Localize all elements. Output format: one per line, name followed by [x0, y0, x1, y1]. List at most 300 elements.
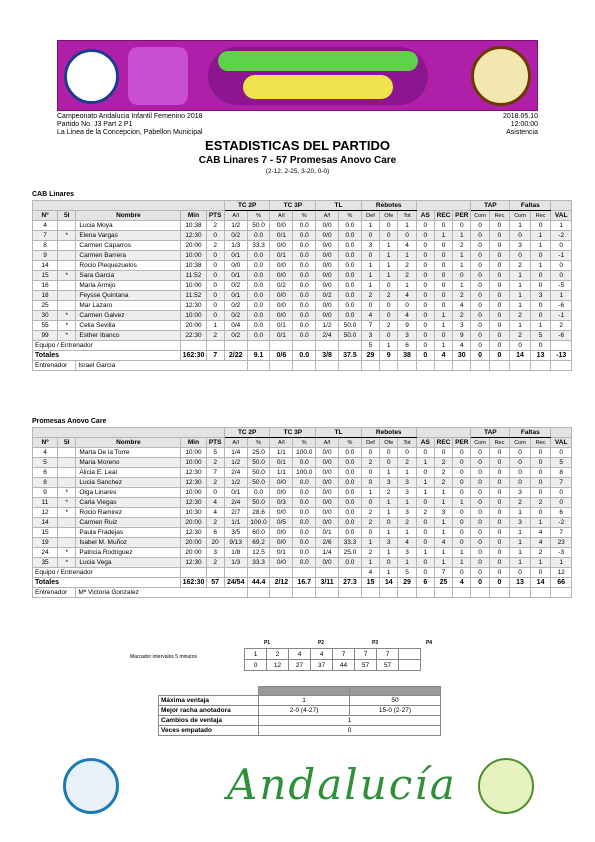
table-cell: 0/0 [224, 261, 247, 271]
table-cell: 0 [471, 331, 489, 341]
table-cell [316, 361, 339, 371]
coach-name: Mª Victoria Gonzalez [76, 588, 247, 598]
table-cell: 2 [380, 321, 398, 331]
table-cell [181, 341, 206, 351]
table-cell: 0 [510, 448, 531, 458]
table-cell: Lucia Moya [76, 221, 181, 231]
table-cell: 0.0 [293, 488, 316, 498]
table-cell: 0 [206, 488, 224, 498]
table-cell: 3 [206, 548, 224, 558]
table-cell: 6 [206, 528, 224, 538]
table-cell: 0 [471, 508, 489, 518]
table-cell: 0 [380, 281, 398, 291]
table-cell: 0.0 [247, 331, 270, 341]
table-cell: 0.0 [293, 301, 316, 311]
table-cell: 60.0 [247, 528, 270, 538]
col-header: Min [181, 438, 206, 448]
table-cell: Isabel M. Muñoz [76, 538, 181, 548]
period-label: P3 [371, 640, 379, 646]
table-cell: 0/6 [270, 351, 293, 361]
table-cell: 0 [489, 528, 510, 538]
table-cell [338, 341, 361, 351]
table-cell: 2 [416, 508, 434, 518]
table-cell: 4 [33, 221, 58, 231]
table-cell: 0 [453, 468, 471, 478]
table-cell [181, 568, 206, 578]
partials-label: Marcador intervalos 5 minutos [130, 654, 197, 660]
table-cell: 50.0 [247, 468, 270, 478]
table-cell: 9 [33, 488, 58, 498]
table-cell: 4 [434, 351, 452, 361]
table-cell [380, 361, 398, 371]
col-header: 5I [58, 211, 76, 221]
coach-label: Entrenador [33, 588, 76, 598]
table-cell: 0 [434, 291, 452, 301]
table-cell: 12 [551, 568, 572, 578]
table-cell: 0.0 [338, 478, 361, 488]
table-cell: 4 [530, 538, 551, 548]
table-cell: 0 [453, 538, 471, 548]
table-cell: 0/2 [270, 281, 293, 291]
table-cell: 6 [398, 341, 416, 351]
table-cell: 0.0 [338, 251, 361, 261]
table-cell: 3 [434, 508, 452, 518]
table-cell: 0 [530, 221, 551, 231]
table-cell: 1 [453, 231, 471, 241]
table-cell: Rocio Plequezuelos [76, 261, 181, 271]
table-cell: 20:00 [181, 518, 206, 528]
partial-cell: 37 [311, 660, 333, 671]
table-cell: 9 [380, 351, 398, 361]
table-cell: 11:52 [181, 271, 206, 281]
table-cell: 7 [434, 568, 452, 578]
match-number: Partido No. J3 Part 2 P1 [57, 121, 133, 128]
table-cell: 5 [361, 341, 379, 351]
table-cell: 14 [510, 351, 531, 361]
table-cell: 35 [33, 558, 58, 568]
table-cell: 1 [510, 291, 531, 301]
table-cell: 33.3 [247, 558, 270, 568]
table-cell: 0 [416, 241, 434, 251]
table-cell: 1 [398, 498, 416, 508]
summary-label: Cambios de ventaja [159, 716, 259, 726]
table-cell: 2 [530, 548, 551, 558]
partial-cell: 0 [245, 660, 267, 671]
table-cell: 2 [530, 498, 551, 508]
table-cell: 0.0 [293, 478, 316, 488]
table-cell: 10:00 [181, 311, 206, 321]
table-cell: 10:38 [181, 221, 206, 231]
table-cell: 0.0 [293, 231, 316, 241]
partial-cell: 4 [289, 649, 311, 660]
table-cell: 7 [551, 478, 572, 488]
table-cell: 0.0 [247, 281, 270, 291]
table-cell: 0 [361, 498, 379, 508]
table-cell: 0 [489, 538, 510, 548]
table-cell: 0 [489, 291, 510, 301]
table-cell: 7 [361, 321, 379, 331]
table-cell [434, 588, 452, 598]
table-cell: 10:00 [181, 281, 206, 291]
table-cell: 0 [471, 281, 489, 291]
col-header: Nombre [76, 438, 181, 448]
table-cell: 10:30 [181, 508, 206, 518]
table-cell: 0 [530, 311, 551, 321]
table-cell: Maria Armijo [76, 281, 181, 291]
table-cell: * [58, 558, 76, 568]
table-cell: Rocio Ramirez [76, 508, 181, 518]
table-cell: 1 [380, 341, 398, 351]
table-cell: 23 [551, 538, 572, 548]
table-cell: -6 [551, 301, 572, 311]
table-cell [224, 341, 247, 351]
attendance: Asistencia [506, 129, 538, 136]
table-cell: 1 [510, 271, 531, 281]
table-cell: Maria Moreno [76, 458, 181, 468]
table-cell: 2 [380, 291, 398, 301]
table-cell: 0/2 [224, 231, 247, 241]
table-cell: Paula Fradejas [76, 528, 181, 538]
partial-cell: 2 [267, 649, 289, 660]
table-cell [58, 538, 76, 548]
table-cell: 33.3 [338, 538, 361, 548]
table-cell: 0 [530, 448, 551, 458]
col-header: % [247, 211, 270, 221]
col-header: Tot [398, 211, 416, 221]
summary-row [159, 726, 441, 736]
table-cell: 0 [471, 301, 489, 311]
table-cell: 4 [453, 578, 471, 588]
col-header: Ofe [380, 438, 398, 448]
table-cell: 0 [471, 458, 489, 468]
partial-cell: 7 [377, 649, 399, 660]
table-cell: 3/5 [224, 528, 247, 538]
quarter-scores: (2-12, 2-25, 3-20, 0-0) [265, 168, 330, 175]
table-cell: 0 [471, 271, 489, 281]
table-cell: 3 [380, 538, 398, 548]
table-cell: 0.0 [293, 241, 316, 251]
table-cell: 0 [510, 341, 531, 351]
table-cell [338, 568, 361, 578]
table-cell [58, 241, 76, 251]
table-cell: 0 [434, 281, 452, 291]
partial-cell: 27 [289, 660, 311, 671]
table-cell: 0/1 [270, 331, 293, 341]
table-cell: 8 [33, 478, 58, 488]
table-cell: Carmen Galvez [76, 311, 181, 321]
table-cell: -2 [551, 231, 572, 241]
table-cell [398, 588, 416, 598]
table-cell: 12:30 [181, 498, 206, 508]
table-cell: 0/2 [224, 301, 247, 311]
col-header: TC 2P [224, 428, 270, 438]
table-cell: 25 [434, 578, 452, 588]
col-header: PER [453, 438, 471, 448]
table-cell [510, 361, 531, 371]
match-time: 12:00:00 [510, 121, 538, 128]
table-cell: -1 [551, 311, 572, 321]
table-cell: 0.0 [293, 311, 316, 321]
table-cell: * [58, 548, 76, 558]
table-cell: 1 [530, 241, 551, 251]
summary-label: Mejor racha anotadora [159, 706, 259, 716]
table-cell: 1 [416, 458, 434, 468]
table-cell: 3 [398, 478, 416, 488]
table-cell: 4 [434, 538, 452, 548]
table-cell: 0/0 [316, 458, 339, 468]
table-cell: 0 [380, 558, 398, 568]
table-cell: 20 [206, 538, 224, 548]
table-cell: 0 [206, 251, 224, 261]
table-cell: 0/5 [270, 518, 293, 528]
table-cell: 3 [510, 518, 531, 528]
table-cell: 0 [530, 468, 551, 478]
table-cell: 12:30 [181, 231, 206, 241]
table-cell: 0/0 [316, 301, 339, 311]
table-row [33, 331, 572, 341]
table-cell: 0/0 [270, 311, 293, 321]
table-cell: 0/0 [316, 231, 339, 241]
table-cell: 50.0 [247, 478, 270, 488]
table-cell: 1 [380, 548, 398, 558]
header-row [33, 201, 572, 211]
table-cell: 1 [510, 321, 531, 331]
table-cell: 0 [380, 331, 398, 341]
table-cell: 0 [551, 498, 572, 508]
table-cell: 3 [398, 508, 416, 518]
table-cell: 14 [33, 261, 58, 271]
table-cell: 50.0 [247, 498, 270, 508]
table-cell: 1 [530, 321, 551, 331]
table-cell: 0 [380, 301, 398, 311]
table-cell: 2 [361, 548, 379, 558]
table-cell: 0.0 [338, 291, 361, 301]
table-cell: 1 [551, 221, 572, 231]
table-cell: 0/0 [316, 508, 339, 518]
table-cell: 10:38 [181, 261, 206, 271]
table-cell: 3/11 [316, 578, 339, 588]
table-cell: 3 [398, 488, 416, 498]
table-cell: 0 [416, 518, 434, 528]
team-row [33, 341, 572, 351]
table-cell: 22:30 [181, 331, 206, 341]
table-row [33, 311, 572, 321]
col-header: REC [434, 438, 452, 448]
table-cell [247, 588, 270, 598]
table-cell: 0 [434, 241, 452, 251]
table-cell: 0 [489, 488, 510, 498]
table-cell: 4 [398, 291, 416, 301]
table-cell: 0 [416, 528, 434, 538]
table-cell: 0.0 [338, 508, 361, 518]
table-cell: 12.5 [247, 548, 270, 558]
table-cell: 0/0 [270, 291, 293, 301]
table-cell: 0 [471, 578, 489, 588]
table-cell: 0 [380, 221, 398, 231]
table-cell: Totales [33, 578, 181, 588]
table-cell: 100.0 [293, 448, 316, 458]
table-cell [58, 261, 76, 271]
col-header: A/I [224, 211, 247, 221]
table-cell: 0 [416, 468, 434, 478]
table-cell: 9.1 [247, 351, 270, 361]
table-cell: 1/2 [224, 221, 247, 231]
table-cell: 0 [380, 458, 398, 468]
table-row [33, 498, 572, 508]
match-datetime [503, 113, 538, 137]
table-cell: 2 [453, 311, 471, 321]
table-cell: 0/1 [316, 528, 339, 538]
table-cell: 9 [33, 251, 58, 261]
period-label: P4 [425, 640, 433, 646]
table-cell: 0/0 [270, 301, 293, 311]
table-cell: 2 [361, 518, 379, 528]
table-cell [247, 341, 270, 351]
table-cell: 7 [551, 528, 572, 538]
table-cell: 0 [206, 311, 224, 321]
table-cell: 1/3 [224, 241, 247, 251]
table-cell: 4 [453, 301, 471, 311]
table-cell: 4 [398, 538, 416, 548]
table-cell: Sara Garcia [76, 271, 181, 281]
table-cell: 50.0 [338, 331, 361, 341]
page-title: ESTADISTICAS DEL PARTIDO [205, 138, 390, 153]
banner-subtitle-art [243, 75, 393, 99]
table-cell [270, 361, 293, 371]
table-cell: 162:30 [182, 352, 205, 359]
table-cell: 25 [33, 301, 58, 311]
table-cell: 10:00 [181, 448, 206, 458]
table-cell [58, 448, 76, 458]
table-cell: 0 [530, 251, 551, 261]
table-cell: 0 [471, 261, 489, 271]
table-cell: 0 [380, 518, 398, 528]
table-cell: 44.4 [247, 578, 270, 588]
table-cell: 0/0 [316, 558, 339, 568]
table-cell: 24/54 [224, 578, 247, 588]
table-cell: 2 [398, 518, 416, 528]
table-cell: 0 [416, 311, 434, 321]
table-cell: 0 [416, 558, 434, 568]
table-cell: 0 [361, 251, 379, 261]
table-cell: * [58, 311, 76, 321]
banner-title-art [218, 51, 418, 71]
table-cell: 0 [416, 321, 434, 331]
table-row [33, 558, 572, 568]
subheader-row [33, 211, 572, 221]
table-cell: 0/0 [270, 241, 293, 251]
table-cell: 0 [471, 311, 489, 321]
table-cell [293, 568, 316, 578]
table-cell: 0 [489, 478, 510, 488]
table-cell: 7 [206, 468, 224, 478]
table-cell [530, 588, 551, 598]
partial-cell: 44 [333, 660, 355, 671]
table-row [33, 468, 572, 478]
table-cell: 0 [489, 331, 510, 341]
table-cell: 2 [453, 291, 471, 301]
table-row [33, 271, 572, 281]
table-cell: 1 [398, 558, 416, 568]
table-cell: 0 [206, 261, 224, 271]
table-cell: 0/1 [270, 231, 293, 241]
table-cell: 0 [471, 231, 489, 241]
table-cell: 0 [530, 478, 551, 488]
table-cell: 9 [398, 321, 416, 331]
table-cell: 2/7 [224, 508, 247, 518]
table-cell: 0 [510, 568, 531, 578]
table-cell: 1 [510, 301, 531, 311]
table-cell: 0 [416, 301, 434, 311]
table-cell: 1 [380, 261, 398, 271]
col-header: % [338, 211, 361, 221]
table-cell: 0 [489, 518, 510, 528]
table-cell: 100.0 [247, 518, 270, 528]
table-cell: 1 [510, 508, 531, 518]
match-info [57, 113, 203, 137]
table-cell [58, 468, 76, 478]
col-header: Min [181, 211, 206, 221]
table-cell: 1 [380, 468, 398, 478]
table-cell: 0 [434, 301, 452, 311]
table-cell: 0 [530, 508, 551, 518]
table-cell: 0 [434, 271, 452, 281]
table-cell: 0 [453, 221, 471, 231]
partial-cell: 1 [245, 649, 267, 660]
table-cell: 1 [453, 548, 471, 558]
col-header: PTS [206, 438, 224, 448]
table-cell: 0/0 [316, 311, 339, 321]
table-cell [338, 588, 361, 598]
table-cell: 0/0 [270, 261, 293, 271]
table-cell: 0.0 [338, 498, 361, 508]
table-cell: 0/2 [316, 291, 339, 301]
table-cell: 1/1 [270, 468, 293, 478]
table-cell: -3 [551, 548, 572, 558]
table-cell: 0 [361, 301, 379, 311]
partial-cell: 4 [311, 649, 333, 660]
table-cell: * [58, 321, 76, 331]
table-cell: 1 [453, 261, 471, 271]
table-cell: 0 [453, 508, 471, 518]
table-cell: * [58, 231, 76, 241]
table-cell: Carla Viegas [76, 498, 181, 508]
table-cell [293, 341, 316, 351]
table-cell: 2 [206, 331, 224, 341]
table-cell: 0.0 [338, 281, 361, 291]
table-cell: 0.0 [247, 291, 270, 301]
table-cell: 1 [380, 498, 398, 508]
table-cell: 2 [380, 488, 398, 498]
table-cell: 18 [33, 291, 58, 301]
table-cell: 0 [489, 508, 510, 518]
table-cell: 15 [33, 528, 58, 538]
table-cell: 1 [510, 528, 531, 538]
table-cell: 24 [33, 548, 58, 558]
table-cell: 0 [489, 321, 510, 331]
table-cell: 0 [489, 498, 510, 508]
table-cell: Lucia Vega [76, 558, 181, 568]
table-cell: -1 [551, 251, 572, 261]
table-cell: 20:00 [181, 548, 206, 558]
table-cell: 1 [398, 251, 416, 261]
totals-row [33, 578, 572, 588]
table-cell: 0 [361, 528, 379, 538]
table-cell: 3 [380, 478, 398, 488]
table-cell: 0 [471, 478, 489, 488]
table-row [33, 261, 572, 271]
table-cell: 1 [361, 488, 379, 498]
